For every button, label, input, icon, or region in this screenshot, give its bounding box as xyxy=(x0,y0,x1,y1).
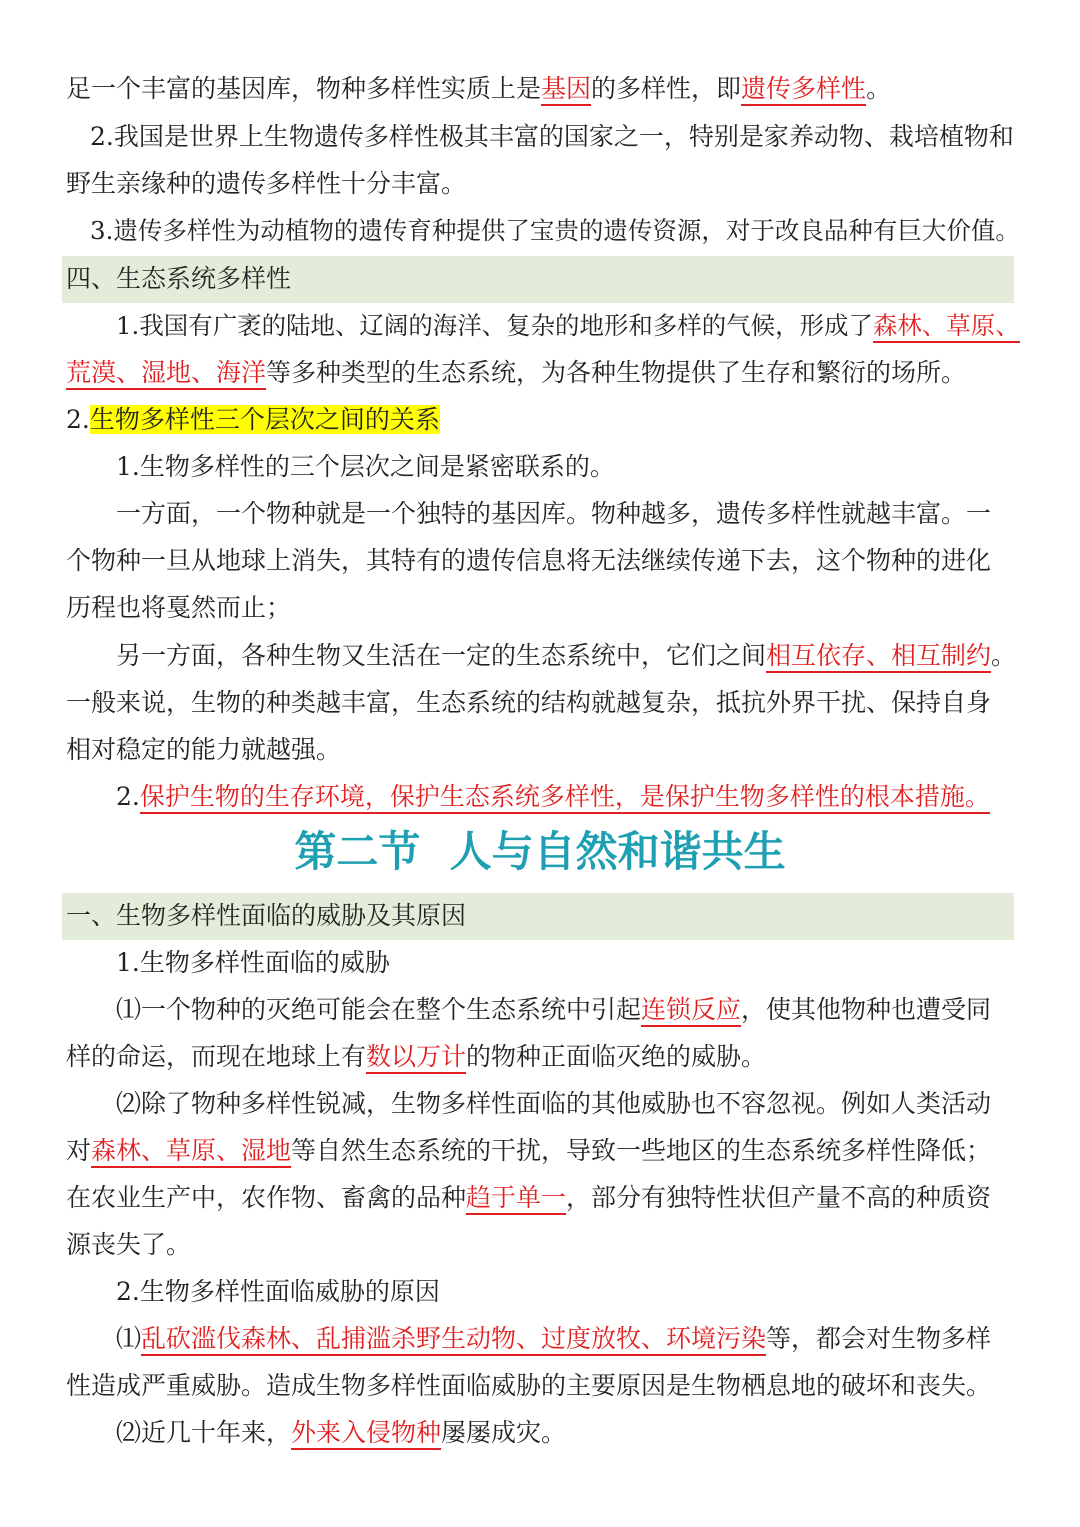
key-term: 荒漠、湿地、海洋 xyxy=(66,358,266,390)
paragraph-line: 源丧失了。 xyxy=(66,1230,192,1259)
key-term: 相互依存、相互制约 xyxy=(766,641,991,673)
paragraph-line: 2.保护生物的生存环境，保护生态系统多样性，是保护生物多样性的根本措施。 xyxy=(116,780,990,814)
paragraph-line: 性造成严重威胁。造成生物多样性面临威胁的主要原因是生物栖息地的破坏和丧失。 xyxy=(66,1371,992,1400)
paragraph-line: 相对稳定的能力就越强。 xyxy=(66,735,342,764)
paragraph-line: 一方面，一个物种就是一个独特的基因库。物种越多，遗传多样性就越丰富。一 xyxy=(116,499,992,528)
paragraph-line: 另一方面，各种生物又生活在一定的生态系统中，它们之间相互依存、相互制约。 xyxy=(116,639,1016,673)
paragraph-line: 1.生物多样性的三个层次之间是紧密联系的。 xyxy=(116,452,615,481)
subheading-line: 2.生物多样性三个层次之间的关系 xyxy=(66,405,440,434)
paragraph-line: 历程也将戛然而止； xyxy=(66,593,292,622)
paragraph-line: 2.我国是世界上生物遗传多样性极其丰富的国家之一，特别是家养动物、栽培植物和 xyxy=(90,122,1014,151)
section-heading-band xyxy=(62,893,1014,940)
paragraph-line: 野生亲缘种的遗传多样性十分丰富。 xyxy=(66,169,467,198)
key-term: 趋于单一 xyxy=(466,1183,566,1215)
key-term: 基因 xyxy=(541,74,591,106)
paragraph-line: ⑴一个物种的灭绝可能会在整个生态系统中引起连锁反应，使其他物种也遭受同 xyxy=(116,993,991,1027)
section-heading: 四、生态系统多样性 xyxy=(66,264,292,293)
section-heading: 一、生物多样性面临的威胁及其原因 xyxy=(66,901,467,930)
paragraph-line: 对森林、草原、湿地等自然生态系统的干扰，导致一些地区的生态系统多样性降低； xyxy=(66,1134,991,1168)
paragraph-line: 荒漠、湿地、海洋等多种类型的生态系统，为各种生物提供了生存和繁衍的场所。 xyxy=(66,356,966,390)
paragraph-line: 1.生物多样性面临的威胁 xyxy=(116,948,390,977)
key-term: 连锁反应 xyxy=(641,995,741,1027)
paragraph-line: 在农业生产中，农作物、畜禽的品种趋于单一，部分有独特性状但产量不高的种质资 xyxy=(66,1181,991,1215)
highlighted-subheading: 生物多样性三个层次之间的关系 xyxy=(89,405,440,434)
key-term: 乱砍滥伐森林、乱捕滥杀野生动物、过度放牧、环境污染 xyxy=(141,1324,766,1356)
paragraph-line: 样的命运，而现在地球上有数以万计的物种正面临灭绝的威胁。 xyxy=(66,1040,766,1074)
paragraph-line: 足一个丰富的基因库，物种多样性实质上是基因的多样性，即遗传多样性。 xyxy=(66,72,891,106)
section-title: 第二节 人与自然和谐共生 xyxy=(294,827,786,876)
paragraph-line: 1.我国有广袤的陆地、辽阔的海洋、复杂的地形和多样的气候，形成了森林、草原、 xyxy=(116,309,1020,343)
key-term: 遗传多样性 xyxy=(741,74,866,106)
section-heading-band xyxy=(62,256,1014,303)
key-term: 数以万计 xyxy=(366,1042,466,1074)
paragraph-line: ⑵除了物种多样性锐减，生物多样性面临的其他威胁也不容忽视。例如人类活动 xyxy=(116,1089,992,1118)
paragraph-line: 个物种一旦从地球上消失，其特有的遗传信息将无法继续传递下去，这个物种的进化 xyxy=(66,546,992,575)
paragraph-line: ⑵近几十年来，外来入侵物种屡屡成灾。 xyxy=(116,1416,566,1450)
key-term: 森林、草原、湿地 xyxy=(91,1136,291,1168)
key-term: 森林、草原、 xyxy=(873,311,1020,343)
key-term: 保护生物的生存环境，保护生态系统多样性，是保护生物多样性的根本措施。 xyxy=(140,782,990,814)
key-term: 外来入侵物种 xyxy=(291,1418,441,1450)
paragraph-line: 3.遗传多样性为动植物的遗传育种提供了宝贵的遗传资源，对于改良品种有巨大价值。 xyxy=(90,216,1020,245)
paragraph-line: 一般来说，生物的种类越丰富，生态系统的结构就越复杂，抵抗外界干扰、保持自身 xyxy=(66,688,992,717)
paragraph-line: 2.生物多样性面临威胁的原因 xyxy=(116,1277,440,1306)
paragraph-line: ⑴乱砍滥伐森林、乱捕滥杀野生动物、过度放牧、环境污染等，都会对生物多样 xyxy=(116,1322,991,1356)
